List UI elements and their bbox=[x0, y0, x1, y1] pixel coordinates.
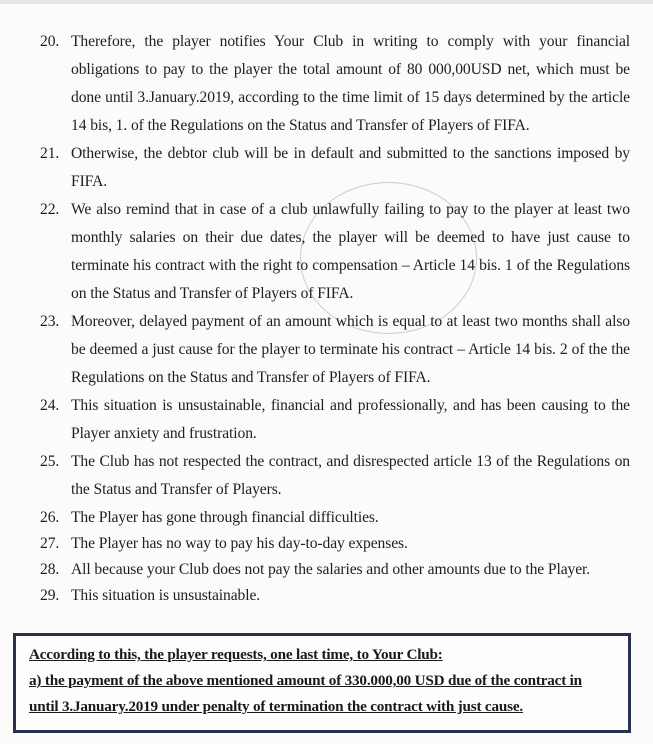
list-item bbox=[40, 140, 630, 196]
request-line-2: a) the payment of the above mentioned amount of 330.000,00 USD due of the contract in bbox=[29, 672, 582, 689]
page-top-edge bbox=[0, 0, 653, 4]
item-number: 23. bbox=[40, 313, 60, 330]
item-number: 25. bbox=[40, 453, 60, 470]
item-text: This situation is unsustainable, financial and professionally, and has been causing to the Player anxiety and frustration. bbox=[71, 397, 630, 442]
list-item bbox=[40, 392, 630, 448]
request-box bbox=[13, 633, 631, 733]
item-number: 22. bbox=[40, 201, 60, 218]
list-item bbox=[40, 532, 630, 556]
item-text: Otherwise, the debtor club will be in default and submitted to the sanctions imposed by FIFA. bbox=[71, 145, 630, 190]
item-number: 27. bbox=[40, 535, 60, 552]
item-number: 28. bbox=[40, 561, 60, 578]
item-text: The Club has not respected the contract, and disrespected article 13 of the Regulations on the Status and Transfer of Players. bbox=[71, 453, 630, 498]
item-number: 24. bbox=[40, 397, 60, 414]
request-line-1: According to this, the player requests, one last time, to Your Club: bbox=[29, 646, 443, 663]
item-text: We also remind that in case of a club unlawfully failing to pay to the player at least two monthly salaries on their due dates, the player will be deemed to have just cause to terminate his contract with the right to compensation – Article 14 bis. 1 of the Regulations on the Status and Transfer of Players of FIFA. bbox=[71, 201, 630, 302]
item-text: The Player has no way to pay his day-to-day expenses. bbox=[71, 535, 408, 552]
item-number: 29. bbox=[40, 587, 60, 604]
request-line-3: until 3.January.2019 under penalty of termination the contract with just cause. bbox=[29, 698, 523, 715]
item-text: Therefore, the player notifies Your Club in writing to comply with your financial obligations to pay to the player the total amount of 80 000,00USD net, which must be done until 3.January.2019, according to the time limit of 15 days determined by the article 14 bis, 1. of the Regulations on the Status and Transfer of Players of FIFA. bbox=[71, 33, 630, 134]
list-item bbox=[40, 506, 630, 530]
list-item bbox=[40, 196, 630, 308]
item-text: All because your Club does not pay the salaries and other amounts due to the Player. bbox=[71, 561, 591, 578]
list-item bbox=[40, 584, 630, 608]
list-item bbox=[40, 558, 630, 582]
item-text: This situation is unsustainable. bbox=[71, 587, 261, 604]
numbered-paragraph-list bbox=[40, 28, 630, 608]
list-item bbox=[40, 308, 630, 392]
list-item bbox=[40, 28, 630, 140]
item-number: 20. bbox=[40, 33, 60, 50]
item-number: 26. bbox=[40, 509, 60, 526]
item-number: 21. bbox=[40, 145, 60, 162]
list-item bbox=[40, 448, 630, 504]
item-text: Moreover, delayed payment of an amount which is equal to at least two months shall also be deemed a just cause for the player to terminate his contract – Article 14 bis. 2 of the the Regulations on the Status and Transfer of Players of FIFA. bbox=[71, 313, 630, 386]
item-text: The Player has gone through financial difficulties. bbox=[71, 509, 379, 526]
